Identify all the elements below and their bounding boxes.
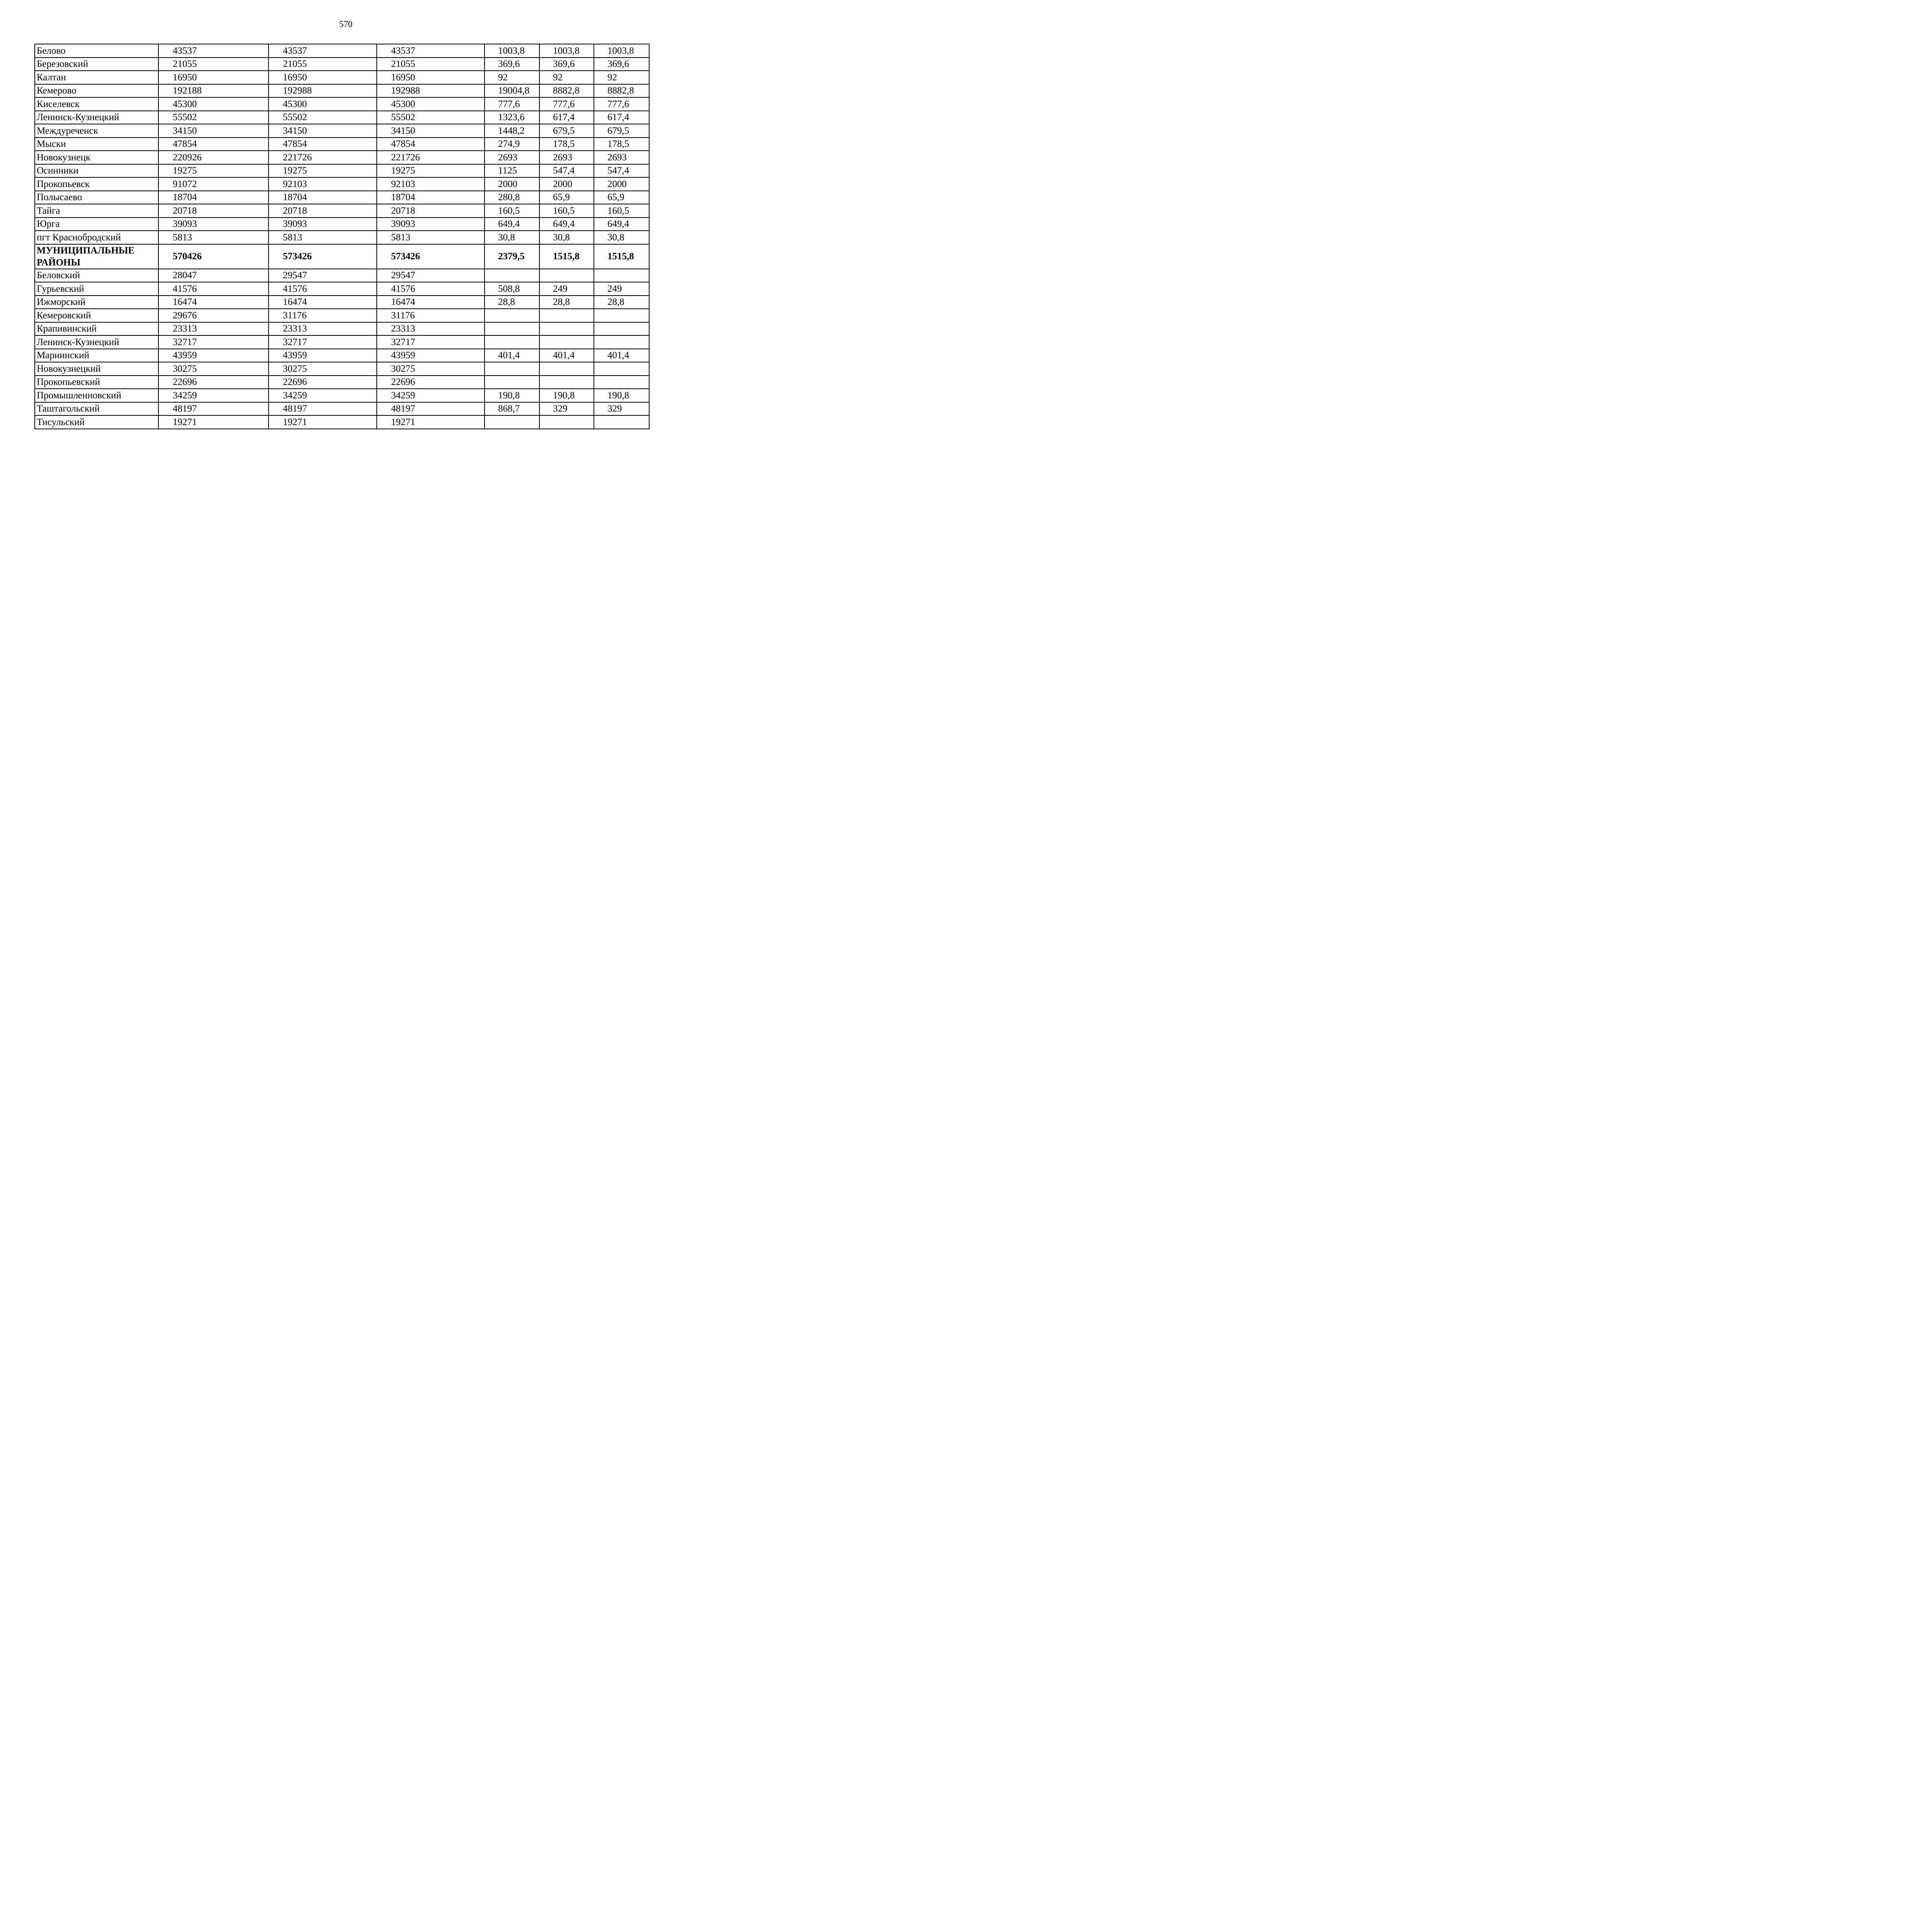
row-name-cell: Беловский (35, 269, 158, 282)
row-name-cell: Кемеровский (35, 309, 158, 322)
value-cell-c5: 547,4 (539, 164, 594, 178)
value-cell-c4: 1323,6 (485, 111, 539, 124)
value-cell-c1: 18704 (158, 191, 269, 204)
value-cell-c3: 41576 (377, 282, 485, 296)
value-cell-c4 (485, 415, 539, 429)
row-name-cell: Березовский (35, 58, 158, 71)
table-row (35, 124, 649, 138)
value-cell-c3: 21055 (377, 58, 485, 71)
value-cell-c5 (539, 415, 594, 429)
value-cell-c1: 34259 (158, 389, 269, 402)
value-cell-c5: 649,4 (539, 218, 594, 231)
table-row (35, 164, 649, 178)
row-name-cell: Ижморский (35, 296, 158, 309)
value-cell-c2: 29547 (269, 269, 377, 282)
value-cell-c1: 21055 (158, 58, 269, 71)
value-cell-c1: 29676 (158, 309, 269, 322)
value-cell-c3: 47854 (377, 138, 485, 151)
value-cell-c1: 28047 (158, 269, 269, 282)
row-name-cell: Киселевск (35, 97, 158, 111)
value-cell-c6 (594, 376, 649, 389)
value-cell-c2: 48197 (269, 402, 377, 416)
value-cell-c4: 19004,8 (485, 84, 539, 98)
table-row (35, 84, 649, 98)
value-cell-c4: 2693 (485, 151, 539, 164)
value-cell-c6: 30,8 (594, 231, 649, 244)
value-cell-c2: 19275 (269, 164, 377, 178)
value-cell-c6: 65,9 (594, 191, 649, 204)
table-row (35, 322, 649, 336)
row-name-cell: Гурьевский (35, 282, 158, 296)
value-cell-c4: 868,7 (485, 402, 539, 416)
value-cell-c1: 19271 (158, 415, 269, 429)
table-row (35, 362, 649, 376)
value-cell-c6: 249 (594, 282, 649, 296)
value-cell-c2: 16474 (269, 296, 377, 309)
value-cell-c5: 249 (539, 282, 594, 296)
value-cell-c4: 160,5 (485, 204, 539, 218)
value-cell-c2: 30275 (269, 362, 377, 376)
value-cell-c5: 329 (539, 402, 594, 416)
value-cell-c2: 221726 (269, 151, 377, 164)
row-name-cell: Юрга (35, 218, 158, 231)
value-cell-c4: 30,8 (485, 231, 539, 244)
value-cell-c3: 221726 (377, 151, 485, 164)
value-cell-c1: 47854 (158, 138, 269, 151)
value-cell-c2: 55502 (269, 111, 377, 124)
table-row (35, 335, 649, 349)
value-cell-c5: 178,5 (539, 138, 594, 151)
value-cell-c6: 178,5 (594, 138, 649, 151)
value-cell-c3: 192988 (377, 84, 485, 98)
value-cell-c4: 28,8 (485, 296, 539, 309)
value-cell-c1: 23313 (158, 322, 269, 336)
table-row (35, 177, 649, 191)
value-cell-c2: 34259 (269, 389, 377, 402)
table-row (35, 231, 649, 244)
value-cell-c5: 30,8 (539, 231, 594, 244)
value-cell-c4: 1448,2 (485, 124, 539, 138)
value-cell-c3: 48197 (377, 402, 485, 416)
value-cell-c6: 1003,8 (594, 44, 649, 58)
table-row (35, 376, 649, 389)
value-cell-c6: 2000 (594, 177, 649, 191)
value-cell-c2: 45300 (269, 97, 377, 111)
row-name-cell: Тисульский (35, 415, 158, 429)
value-cell-c5 (539, 269, 594, 282)
value-cell-c5: 777,6 (539, 97, 594, 111)
row-name-cell: Белово (35, 44, 158, 58)
row-name-cell: Ленинск-Кузнецкий (35, 335, 158, 349)
value-cell-c4 (485, 376, 539, 389)
value-cell-c1: 220926 (158, 151, 269, 164)
row-name-cell: Мыски (35, 138, 158, 151)
row-name-cell: Ленинск-Кузнецкий (35, 111, 158, 124)
value-cell-c2: 34150 (269, 124, 377, 138)
value-cell-c2: 31176 (269, 309, 377, 322)
row-name-cell: Кемерово (35, 84, 158, 98)
table-row (35, 296, 649, 309)
value-cell-c6: 160,5 (594, 204, 649, 218)
value-cell-c6 (594, 335, 649, 349)
value-cell-c4 (485, 309, 539, 322)
value-cell-c5: 2000 (539, 177, 594, 191)
value-cell-c4: 1003,8 (485, 44, 539, 58)
value-cell-c2: 32717 (269, 335, 377, 349)
value-cell-c4: 1125 (485, 164, 539, 178)
value-cell-c6 (594, 309, 649, 322)
row-name-cell: Прокопьевский (35, 376, 158, 389)
value-cell-c3: 43537 (377, 44, 485, 58)
table-row (35, 389, 649, 402)
value-cell-c4: 508,8 (485, 282, 539, 296)
value-cell-c5: 369,6 (539, 58, 594, 71)
row-name-cell: Промышленновский (35, 389, 158, 402)
value-cell-c1: 22696 (158, 376, 269, 389)
value-cell-c3: 43959 (377, 349, 485, 362)
row-name-cell: Мариинский (35, 349, 158, 362)
value-cell-c4 (485, 335, 539, 349)
value-cell-c1: 41576 (158, 282, 269, 296)
value-cell-c5: 8882,8 (539, 84, 594, 98)
value-cell-c3: 20718 (377, 204, 485, 218)
value-cell-c3: 30275 (377, 362, 485, 376)
table-row (35, 309, 649, 322)
value-cell-c1: 16474 (158, 296, 269, 309)
value-cell-c3: 39093 (377, 218, 485, 231)
value-cell-c5 (539, 309, 594, 322)
value-cell-c2: 18704 (269, 191, 377, 204)
value-cell-c2: 20718 (269, 204, 377, 218)
value-cell-c2: 19271 (269, 415, 377, 429)
value-cell-c6: 1515,8 (594, 244, 649, 269)
value-cell-c1: 20718 (158, 204, 269, 218)
table-row (35, 71, 649, 84)
value-cell-c6: 329 (594, 402, 649, 416)
value-cell-c5 (539, 376, 594, 389)
value-cell-c3: 573426 (377, 244, 485, 269)
value-cell-c2: 43959 (269, 349, 377, 362)
table-row (35, 111, 649, 124)
value-cell-c3: 31176 (377, 309, 485, 322)
value-cell-c3: 5813 (377, 231, 485, 244)
value-cell-c3: 22696 (377, 376, 485, 389)
value-cell-c2: 573426 (269, 244, 377, 269)
value-cell-c1: 43537 (158, 44, 269, 58)
value-cell-c2: 43537 (269, 44, 377, 58)
value-cell-c2: 192988 (269, 84, 377, 98)
table-row (35, 44, 649, 58)
value-cell-c5: 2693 (539, 151, 594, 164)
value-cell-c1: 16950 (158, 71, 269, 84)
row-name-cell: МУНИЦИПАЛЬНЫЕ РАЙОНЫ (35, 244, 158, 269)
value-cell-c5: 92 (539, 71, 594, 84)
value-cell-c3: 34259 (377, 389, 485, 402)
value-cell-c3: 23313 (377, 322, 485, 336)
value-cell-c6: 617,4 (594, 111, 649, 124)
table-row (35, 402, 649, 416)
table-row (35, 282, 649, 296)
value-cell-c5 (539, 362, 594, 376)
value-cell-c4: 280,8 (485, 191, 539, 204)
value-cell-c4: 369,6 (485, 58, 539, 71)
value-cell-c6: 2693 (594, 151, 649, 164)
value-cell-c1: 30275 (158, 362, 269, 376)
row-name-cell: Тайга (35, 204, 158, 218)
value-cell-c5: 617,4 (539, 111, 594, 124)
value-cell-c6: 777,6 (594, 97, 649, 111)
row-name-cell: Таштагольский (35, 402, 158, 416)
value-cell-c1: 570426 (158, 244, 269, 269)
value-cell-c6 (594, 362, 649, 376)
value-cell-c5 (539, 322, 594, 336)
value-cell-c5: 28,8 (539, 296, 594, 309)
value-cell-c4: 649,4 (485, 218, 539, 231)
value-cell-c5: 65,9 (539, 191, 594, 204)
row-name-cell: Полысаево (35, 191, 158, 204)
row-name-cell: Междуреченск (35, 124, 158, 138)
table-row (35, 97, 649, 111)
page-number: 570 (339, 19, 353, 29)
value-cell-c1: 32717 (158, 335, 269, 349)
row-name-cell: Прокопьевск (35, 177, 158, 191)
table-row (35, 191, 649, 204)
value-cell-c2: 22696 (269, 376, 377, 389)
value-cell-c3: 18704 (377, 191, 485, 204)
value-cell-c3: 16474 (377, 296, 485, 309)
value-cell-c4: 2000 (485, 177, 539, 191)
value-cell-c3: 92103 (377, 177, 485, 191)
value-cell-c4 (485, 269, 539, 282)
table-row (35, 58, 649, 71)
row-name-cell: Новокузнецкий (35, 362, 158, 376)
value-cell-c4: 777,6 (485, 97, 539, 111)
value-cell-c2: 39093 (269, 218, 377, 231)
value-cell-c4: 190,8 (485, 389, 539, 402)
value-cell-c5: 1003,8 (539, 44, 594, 58)
value-cell-c4 (485, 362, 539, 376)
table-row (35, 138, 649, 151)
value-cell-c1: 43959 (158, 349, 269, 362)
value-cell-c1: 48197 (158, 402, 269, 416)
table-row (35, 349, 649, 362)
value-cell-c1: 5813 (158, 231, 269, 244)
value-cell-c4 (485, 322, 539, 336)
value-cell-c6: 8882,8 (594, 84, 649, 98)
table-row (35, 218, 649, 231)
value-cell-c6: 369,6 (594, 58, 649, 71)
value-cell-c4: 2379,5 (485, 244, 539, 269)
value-cell-c1: 192188 (158, 84, 269, 98)
value-cell-c1: 39093 (158, 218, 269, 231)
row-name-cell: Крапивинский (35, 322, 158, 336)
value-cell-c1: 34150 (158, 124, 269, 138)
value-cell-c5: 401,4 (539, 349, 594, 362)
value-cell-c5 (539, 335, 594, 349)
table-row (35, 151, 649, 164)
value-cell-c2: 92103 (269, 177, 377, 191)
value-cell-c6 (594, 269, 649, 282)
value-cell-c6: 401,4 (594, 349, 649, 362)
value-cell-c6: 92 (594, 71, 649, 84)
value-cell-c3: 32717 (377, 335, 485, 349)
value-cell-c1: 55502 (158, 111, 269, 124)
table-row (35, 415, 649, 429)
value-cell-c5: 679,5 (539, 124, 594, 138)
value-cell-c6: 649,4 (594, 218, 649, 231)
data-table (34, 44, 650, 429)
table-row (35, 269, 649, 282)
value-cell-c2: 16950 (269, 71, 377, 84)
value-cell-c1: 45300 (158, 97, 269, 111)
value-cell-c6: 28,8 (594, 296, 649, 309)
value-cell-c5: 160,5 (539, 204, 594, 218)
row-name-cell: Осинники (35, 164, 158, 178)
value-cell-c3: 34150 (377, 124, 485, 138)
value-cell-c2: 21055 (269, 58, 377, 71)
table-row (35, 204, 649, 218)
value-cell-c6: 190,8 (594, 389, 649, 402)
value-cell-c4: 274,9 (485, 138, 539, 151)
value-cell-c1: 91072 (158, 177, 269, 191)
value-cell-c3: 19275 (377, 164, 485, 178)
row-name-cell: Новокузнецк (35, 151, 158, 164)
value-cell-c2: 41576 (269, 282, 377, 296)
value-cell-c3: 29547 (377, 269, 485, 282)
value-cell-c5: 190,8 (539, 389, 594, 402)
value-cell-c2: 23313 (269, 322, 377, 336)
row-name-cell: Калтан (35, 71, 158, 84)
value-cell-c4: 401,4 (485, 349, 539, 362)
value-cell-c3: 45300 (377, 97, 485, 111)
value-cell-c6: 679,5 (594, 124, 649, 138)
value-cell-c2: 5813 (269, 231, 377, 244)
value-cell-c3: 55502 (377, 111, 485, 124)
value-cell-c1: 19275 (158, 164, 269, 178)
value-cell-c5: 1515,8 (539, 244, 594, 269)
value-cell-c3: 16950 (377, 71, 485, 84)
value-cell-c4: 92 (485, 71, 539, 84)
table-row (35, 244, 649, 269)
row-name-cell: пгт Краснобродский (35, 231, 158, 244)
value-cell-c6 (594, 322, 649, 336)
table-body (35, 44, 649, 429)
value-cell-c6 (594, 415, 649, 429)
value-cell-c6: 547,4 (594, 164, 649, 178)
value-cell-c3: 19271 (377, 415, 485, 429)
value-cell-c2: 47854 (269, 138, 377, 151)
